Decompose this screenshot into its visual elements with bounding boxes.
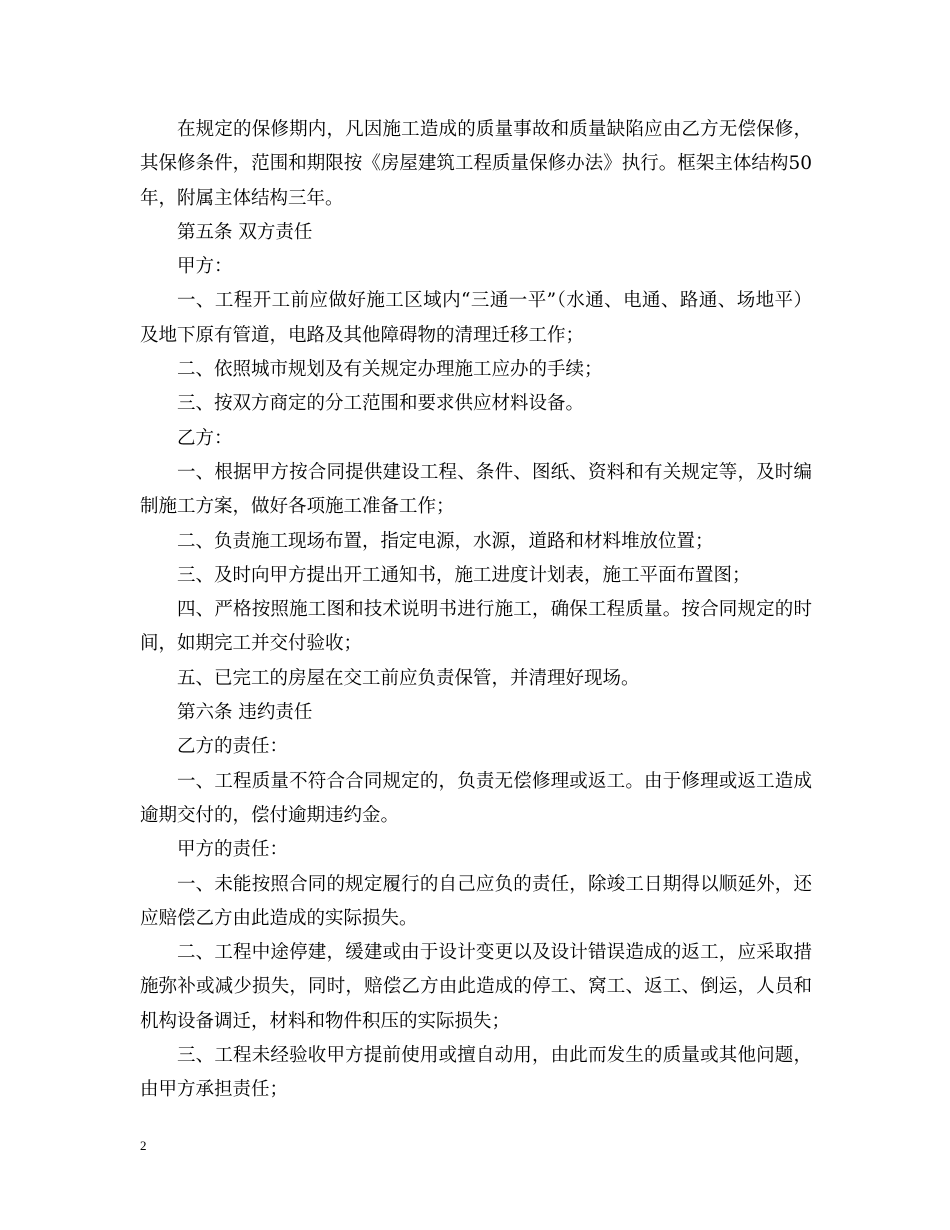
- party-a-liability-1: 一、未能按照合同的规定履行的自己应负的责任，除竣工日期得以顺延外，还应赔偿乙方由此造成的实际损失。: [140, 873, 812, 929]
- party-a-label: 甲方：: [177, 256, 233, 278]
- party-b-duty-5: 五、已完工的房屋在交工前应负责保管，并清理好现场。: [177, 667, 640, 689]
- party-b-duty-2: 二、负责施工现场布置，指定电源，水源，道路和材料堆放位置；: [177, 530, 714, 552]
- party-a-duty-2: 二、依照城市规划及有关规定办理施工应办的手续；: [177, 359, 603, 381]
- article-5-heading: 第五条 双方责任: [177, 221, 313, 243]
- party-b-duty-4: 四、严格按照施工图和技术说明书进行施工，确保工程质量。按合同规定的时间，如期完工并交付验收；: [140, 599, 812, 655]
- party-a-liability-label: 甲方的责任：: [177, 839, 289, 861]
- party-b-duty-3: 三、及时向甲方提出开工通知书，施工进度计划表，施工平面布置图；: [177, 564, 751, 586]
- party-b-liability-1: 一、工程质量不符合合同规定的，负责无偿修理或返工。由于修理或返工造成逾期交付的，偿付逾期违约金。: [140, 770, 812, 826]
- page-number: 2: [140, 1138, 147, 1153]
- party-b-liability-label: 乙方的责任：: [177, 736, 289, 758]
- party-b-label: 乙方：: [177, 427, 233, 449]
- article-6-heading: 第六条 违约责任: [177, 702, 313, 724]
- party-a-duty-3: 三、按双方商定的分工范围和要求供应材料设备。: [177, 393, 585, 415]
- party-a-liability-3: 三、工程未经验收甲方提前使用或擅自动用，由此而发生的质量或其他问题，由甲方承担责任；: [140, 1045, 812, 1101]
- party-b-duty-1: 一、根据甲方按合同提供建设工程、条件、图纸、资料和有关规定等，及时编制施工方案，做好各项施工准备工作；: [140, 461, 812, 518]
- document-body: [140, 113, 812, 1108]
- party-a-liability-2: 二、工程中途停建，缓建或由于设计变更以及设计错误造成的返工，应采取措施弥补或减少损失，同时，赔偿乙方由此造成的停工、窝工、返工、倒运，人员和机构设备调迁，材料和物件积压的实际损失；: [140, 942, 812, 1032]
- paragraph-warranty: 在规定的保修期内，凡因施工造成的质量事故和质量缺陷应由乙方无偿保修，其保修条件，范围和期限按《房屋建筑工程质量保修办法》执行。框架主体结构50年，附属主体结构三年。: [140, 119, 812, 209]
- party-a-duty-1: 一、工程开工前应做好施工区域内“三通一平”（水通、电通、路通、场地平）及地下原有管道，电路及其他障碍物的清理迁移工作；: [140, 290, 812, 346]
